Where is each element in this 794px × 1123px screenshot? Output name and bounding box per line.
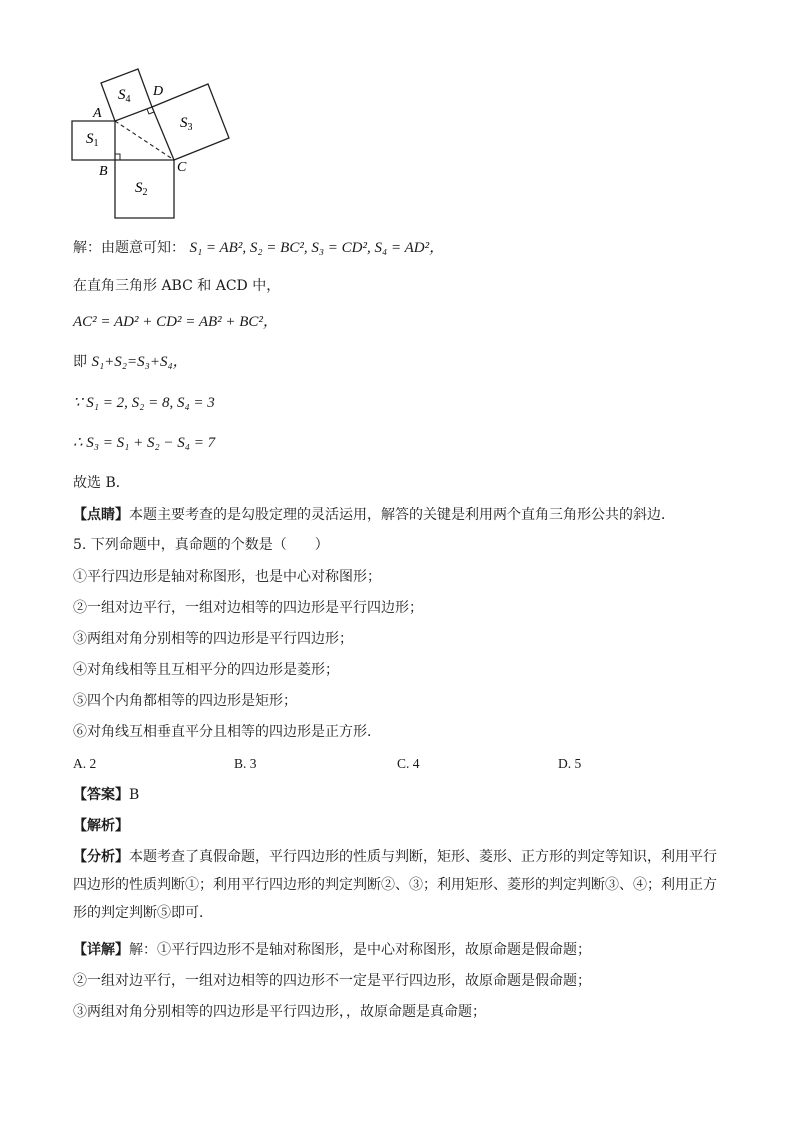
solution-formula-3: S₁+S₂=S₃+S₄， xyxy=(91,354,188,370)
fenxi-text: 本题考查了真假命题，平行四边形的性质与判断，矩形、菱形、正方形的判定等知识，利用平行四边形的性质判断①；利用平行四边形的判定判断②、③；利用矩形、菱形的判定判断③、④；利用正方形的判定判断⑤即可． xyxy=(73,849,717,921)
solution-prefix-ji: 即 xyxy=(73,354,87,370)
question-item-6: ⑥对角线互相垂直平分且相等的四边形是正方形． xyxy=(73,724,381,740)
option-d: D. 5 xyxy=(558,756,582,771)
solution-conclusion: 故选 B． xyxy=(73,475,130,491)
solution-line-2: 在直角三角形 ABC 和 ACD 中， xyxy=(73,278,281,294)
solution-formula-4: ∵ S₁ = 2, S₂ = 8, S₄ = 3 xyxy=(73,395,215,411)
label-c: C xyxy=(177,160,187,175)
dianjing-line xyxy=(73,505,675,525)
option-b: B. 3 xyxy=(234,756,257,771)
label-s4: $S_4$ xyxy=(118,87,131,105)
label-b: B xyxy=(99,164,108,179)
label-s2: $S_2$ xyxy=(135,180,148,198)
solution-line-4 xyxy=(73,352,188,372)
answer-tag: 【答案】 xyxy=(73,787,129,803)
fenxi-tag: 【分析】 xyxy=(73,849,129,865)
diagonal-ac xyxy=(115,121,174,160)
label-s3: $S_3$ xyxy=(180,115,193,133)
question-item-3: ③两组对角分别相等的四边形是平行四边形； xyxy=(73,631,353,647)
question-stem: 5. 下列命题中，真命题的个数是（ ） xyxy=(73,537,329,553)
solution-line-1 xyxy=(73,238,444,258)
label-s1: $S_1$ xyxy=(86,131,99,149)
xiangjie-tag: 【详解】 xyxy=(73,942,129,958)
option-c: C. 4 xyxy=(397,756,420,771)
geometry-figure xyxy=(60,60,240,225)
answer-line xyxy=(73,785,139,805)
question-item-1: ①平行四边形是轴对称图形，也是中心对称图形； xyxy=(73,569,381,585)
xiangjie-line-1 xyxy=(73,940,591,960)
option-a: A. 2 xyxy=(73,756,97,771)
solution-formula-2: AC² = AD² + CD² = AB² + BC²， xyxy=(73,314,278,330)
xiangjie-line-3: ③两组对角分别相等的四边形是平行四边形，，故原命题是真命题； xyxy=(73,1004,486,1020)
question-item-2: ②一组对边平行，一组对边相等的四边形是平行四边形； xyxy=(73,600,423,616)
label-a: A xyxy=(93,106,102,121)
xiangjie-line-2: ②一组对边平行，一组对边相等的四边形不一定是平行四边形，故原命题是假命题； xyxy=(73,973,591,989)
jiexi-tag: 【解析】 xyxy=(73,818,129,834)
question-item-5: ⑤四个内角都相等的四边形是矩形； xyxy=(73,693,297,709)
label-d: D xyxy=(153,84,164,99)
solution-formula-1: S₁ = AB², S₂ = BC², S₃ = CD², S₄ = AD²， xyxy=(189,240,445,256)
answer-value: B xyxy=(129,787,140,803)
solution-prefix: 解：由题意可知： xyxy=(73,240,185,256)
right-angle-b xyxy=(115,154,120,160)
dianjing-text: 本题主要考查的是勾股定理的灵活运用，解答的关键是利用两个直角三角形公共的斜边． xyxy=(129,507,675,523)
solution-formula-5: ∴ S₃ = S₁ + S₂ − S₄ = 7 xyxy=(73,435,216,451)
question-item-4: ④对角线相等且互相平分的四边形是菱形； xyxy=(73,662,339,678)
xiangjie-text-1: 解：①平行四边形不是轴对称图形，是中心对称图形，故原命题是假命题； xyxy=(129,942,591,958)
dianjing-tag: 【点睛】 xyxy=(73,507,129,523)
fenxi-paragraph xyxy=(73,843,723,927)
